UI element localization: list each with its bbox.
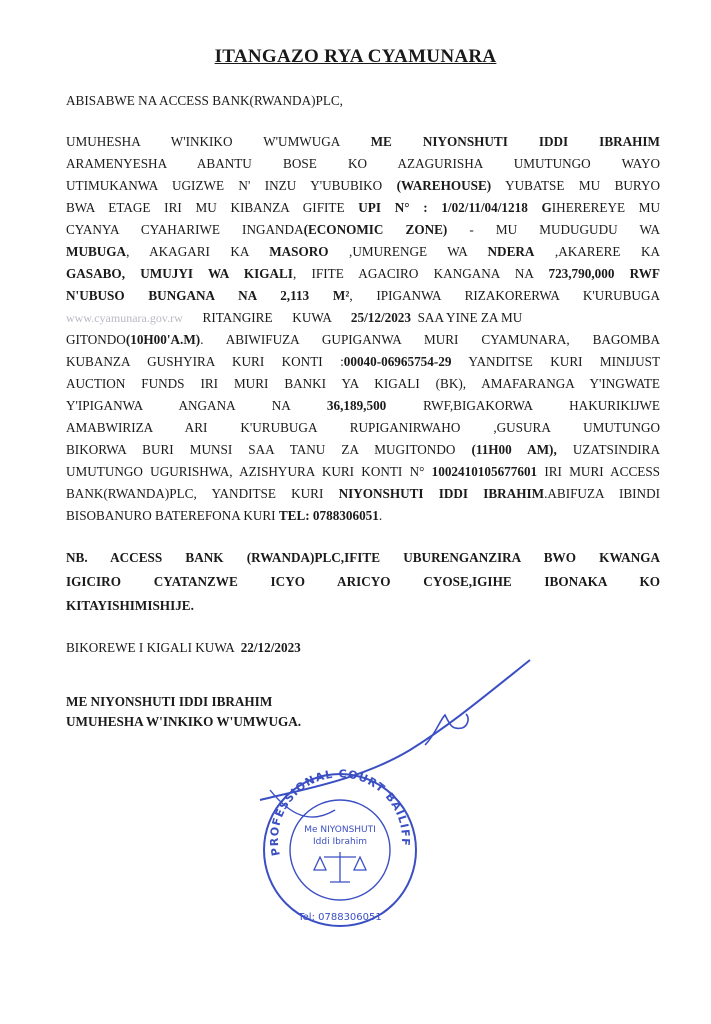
property-area: N'UBUSO BUNGANA NA 2,113 M² <box>66 288 350 303</box>
page-title: ITANGAZO RYA CYAMUNARA <box>214 46 497 67</box>
upi-number: UPI N° : 1/02/11/04/1218 G <box>358 200 552 215</box>
svg-text:Iddi Ibrahim: Iddi Ibrahim <box>313 837 367 847</box>
body-line: CYANYA CYAHARIWE INGANDA(ECONOMIC ZONE) - MU MUDUGUDU WA <box>66 222 660 237</box>
body-line: KUBANZA GUSHYIRA KURI KONTI :00040-06965754-29 YANDITSE KURI MINIJUST <box>66 354 660 369</box>
contact-phone: TEL: 0788306051 <box>278 508 379 523</box>
nb-line: NB. ACCESS BANK (RWANDA)PLC,IFITE UBURENGANZIRA BWO KWANGA <box>66 550 660 565</box>
body-line: BIKORWA BURI MUNSI SAA TANU ZA MUGITONDO (11H00 AM), UZATSINDIRA <box>66 442 660 457</box>
nb-line: IGICIRO CYATANZWE ICYO ARICYO CYOSE,IGIHE IBONAKA KO <box>66 574 660 589</box>
body-line: BISOBANURO BATEREFONA KURI TEL: 0788306051. <box>66 508 383 523</box>
body-line: MUBUGA, AKAGARI KA MASORO ,UMURENGE WA NDERA ,AKARERE KA <box>66 244 660 259</box>
property-value: 723,790,000 RWF <box>548 266 660 281</box>
body-line: UMUTUNGO UGURISHWA, AZISHYURA KURI KONTI N° 1002410105677601 IRI MURI ACCESS <box>66 464 660 479</box>
body-line: AUCTION FUNDS IRI MURI BANKI YA KIGALI (BK), AMAFARANGA Y'INGWATE <box>66 376 660 391</box>
body-line: BWA ETAGE IRI MU KIBANZA GIFITE UPI N° : 1/02/11/04/1218 GIHEREREYE MU <box>66 200 661 215</box>
deposit-account-number: 00040-06965754-29 <box>343 354 452 369</box>
deposit-amount: 36,189,500 <box>326 398 387 413</box>
issue-date: 22/12/2023 <box>240 640 301 655</box>
auction-start-date: 25/12/2023 <box>350 310 411 325</box>
body-line: GITONDO(10H00'A.M). ABIWIFUZA GUPIGANWA MURI CYAMUNARA, BAGOMBA <box>66 332 660 347</box>
court-bailiff-stamp <box>250 760 430 930</box>
bailiff-name: ME NIYONSHUTI IDDI IBRAHIM <box>370 134 660 149</box>
auction-start-time: (10H00'A.M) <box>125 332 201 347</box>
body-line: BANK(RWANDA)PLC, YANDITSE KURI NIYONSHUTI IDDI IBRAHIM.ABIFUZA IBINDI <box>66 486 660 501</box>
visit-time: (11H00 AM), <box>471 442 557 457</box>
body-line: ARAMENYESHA ABANTU BOSE KO AZAGURISHA UMUTUNGO WAYO <box>66 156 660 171</box>
body-line: UTIMUKANWA UGIZWE N' INZU Y'UBUBIKO (WAREHOUSE) YUBATSE MU BURYO <box>66 178 660 193</box>
body-line: UMUHESHA W'INKIKO W'UMWUGA ME NIYONSHUTI IDDI IBRAHIM <box>66 134 660 149</box>
svg-text:Tel: 0788306051: Tel: 0788306051 <box>298 912 382 923</box>
svg-text:PROFESSIONAL COURT BAILIFF: PROFESSIONAL COURT BAILIFF <box>267 767 413 857</box>
nb-line: KITAYISHIMISHIJE. <box>66 598 194 613</box>
signatory-name: ME NIYONSHUTI IDDI IBRAHIM <box>66 694 273 709</box>
requested-by-line: ABISABWE NA ACCESS BANK(RWANDA)PLC, <box>66 93 343 108</box>
auction-website-link[interactable]: www.cyamunara.gov.rw <box>66 311 183 325</box>
body-line: N'UBUSO BUNGANA NA 2,113 M², IPIGANWA RIZAKORERWA K'URUBUGA <box>66 288 661 303</box>
body-line: Y'IPIGANWA ANGANA NA 36,189,500 RWF,BIGAKORWA HAKURIKIJWE <box>66 398 660 413</box>
date-line: BIKOREWE I KIGALI KUWA 22/12/2023 <box>66 640 301 655</box>
body-line: AMABWIRIZA ARI K'URUBUGA RUPIGANIRWAHO ,GUSURA UMUTUNGO <box>66 420 660 435</box>
payment-account-number: 1002410105677601 <box>431 464 538 479</box>
body-line: GASABO, UMUJYI WA KIGALI, IFITE AGACIRO KANGANA NA 723,790,000 RWF <box>66 266 660 281</box>
svg-text:Me NIYONSHUTI: Me NIYONSHUTI <box>304 825 376 835</box>
body-line: www.cyamunara.gov.rw RITANGIRE KUWA 25/12/2023 SAA YINE ZA MU <box>66 310 523 325</box>
signatory-role: UMUHESHA W'INKIKO W'UMWUGA. <box>66 714 302 729</box>
